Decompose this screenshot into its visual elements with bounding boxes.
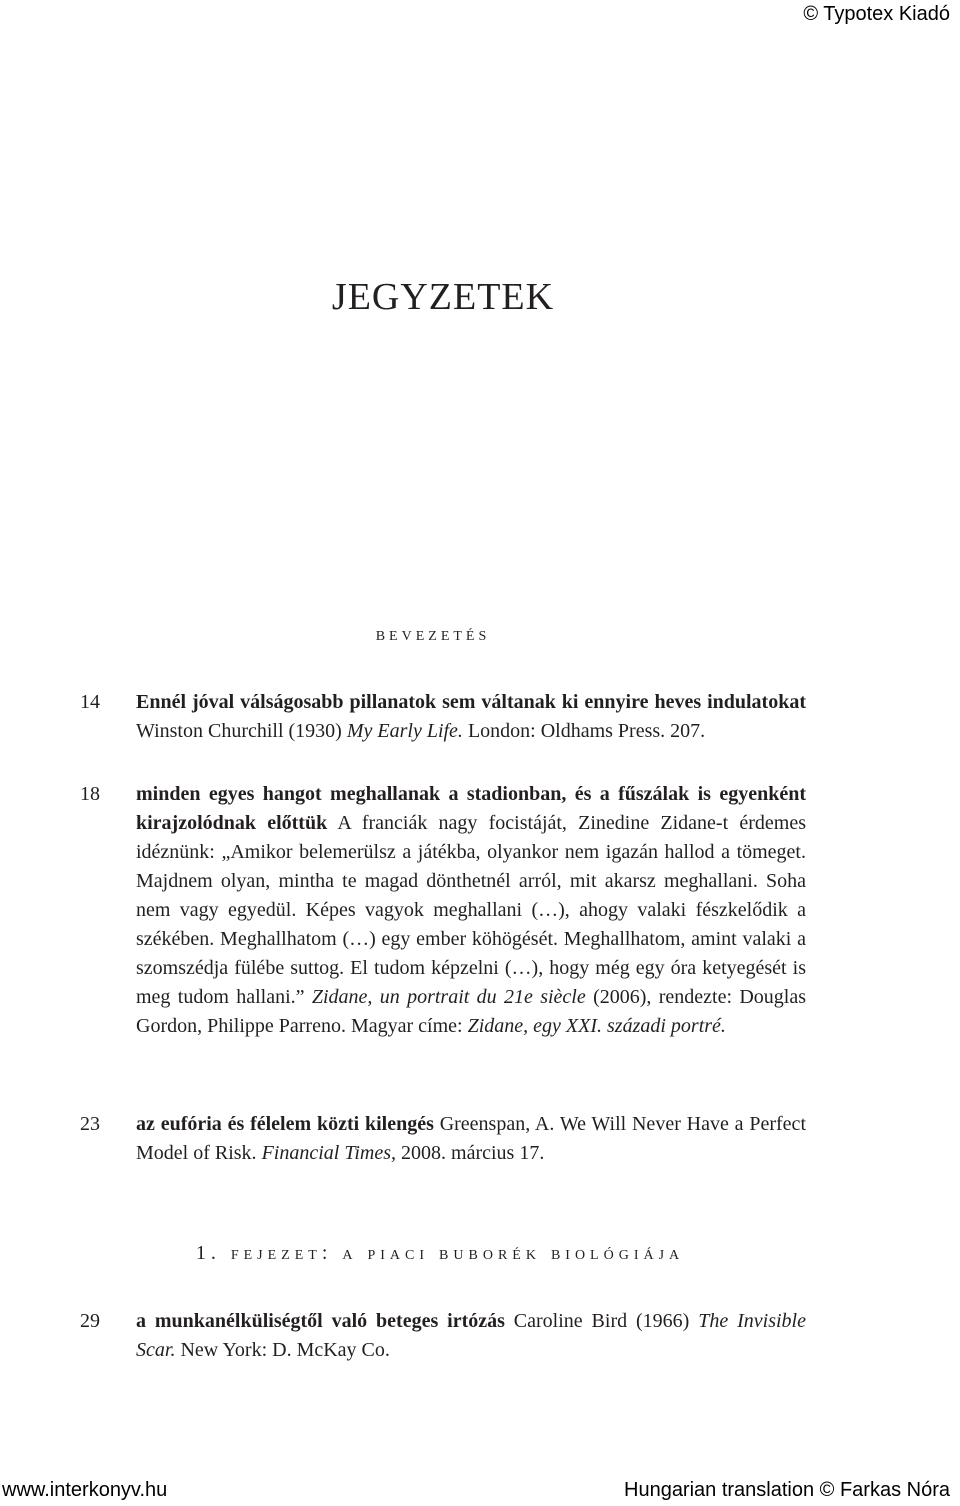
endnote-29	[80, 1307, 810, 1365]
endnote-work-title: Zidane, un portrait du 21e siècle	[311, 986, 586, 1008]
endnote-work-title: Zidane, egy XXI. századi portré.	[467, 1015, 726, 1037]
section-heading-chapter-1: 1. fejezet: a piaci buborék biológiája	[195, 1242, 685, 1264]
endnote-14	[80, 688, 810, 746]
endnote-text	[136, 688, 806, 746]
endnote-number: 18	[80, 783, 100, 805]
endnote-quote: minden egyes hangot meghallanak a stadionban, és a fűszálak is egyenként kirajzolódnak előttük	[136, 783, 806, 834]
endnote-number: 14	[80, 691, 100, 713]
endnote-23	[80, 1110, 810, 1168]
endnote-work-title: My Early Life.	[346, 720, 463, 742]
translation-copyright: Hungarian translation © Farkas Nóra	[624, 1479, 950, 1501]
endnote-citation: A franciák nagy focistáját, Zinedine Zidane-t érdemes idéznünk: „Amikor belemerülsz a játékba, olyankor nem igazán hallod a tömeget. Majdnem olyan, mintha te magad dönthetnél arról, mit akarsz meghallani. Soha nem vagy egyedül. Képes vagyok meghallani (…), ahogy valaki fészkelődik a székében. Meghallhatom (…) egy ember köhögését. Meghallhatom, amint valaki a szomszédja fülébe suttog. El tudom képzelni (…), hogy még egy óra ketyegését is meg tudom hallani.”	[136, 812, 806, 1008]
endnote-text	[136, 780, 806, 1041]
endnote-citation: New York: D. McKay Co.	[175, 1339, 390, 1361]
publisher-copyright: © Typotex Kiadó	[803, 3, 950, 25]
endnote-quote: a munkanélküliségtől való beteges irtózás	[136, 1310, 505, 1332]
endnote-citation: Caroline Bird (1966)	[504, 1310, 699, 1332]
endnote-work-title: The Invisible Scar.	[136, 1310, 806, 1361]
endnote-number: 23	[80, 1113, 100, 1135]
page-title: JEGYZETEK	[331, 276, 555, 318]
endnote-citation: Greenspan, A. We Will Never Have a Perfect Model of Risk.	[136, 1113, 806, 1164]
endnote-citation: London: Oldhams Press. 207.	[462, 720, 706, 742]
endnote-quote: az eufória és félelem közti kilengés	[136, 1113, 434, 1135]
endnote-number: 29	[80, 1310, 100, 1332]
website-url: www.interkonyv.hu	[2, 1479, 168, 1501]
endnote-citation: (2006), rendezte: Douglas Gordon, Philippe Parreno. Magyar címe:	[136, 986, 806, 1037]
endnote-work-title: Financial Times,	[261, 1142, 397, 1164]
section-heading-bevezetes: bevezetés	[375, 623, 491, 645]
endnote-18	[80, 780, 810, 1041]
endnote-text	[136, 1110, 806, 1168]
endnote-text	[136, 1307, 806, 1365]
endnote-citation: Winston Churchill (1930)	[136, 720, 347, 742]
endnote-citation: 2008. március 17.	[396, 1142, 545, 1164]
endnote-quote: Ennél jóval válságosabb pillanatok sem váltanak ki ennyire heves indulatokat	[136, 691, 806, 713]
